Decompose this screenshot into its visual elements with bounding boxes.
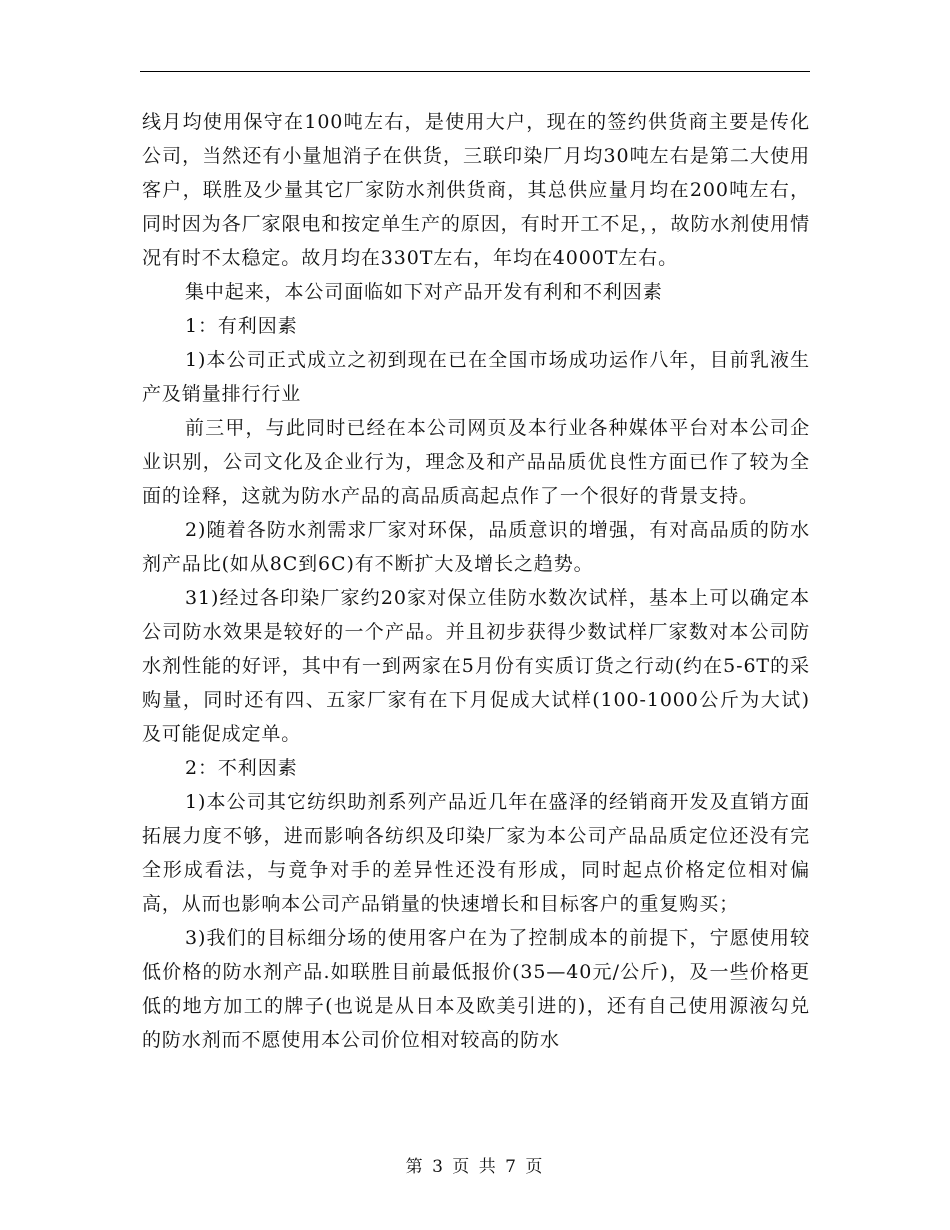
paragraph: 1)本公司正式成立之初到现在已在全国市场成功运作八年，目前乳液生产及销量排行行业 xyxy=(142,349,810,405)
page-number-footer: 第 3 页 共 7 页 xyxy=(405,1157,545,1177)
document-body xyxy=(142,105,810,1057)
section-heading: 2：不利因素 xyxy=(185,757,298,779)
paragraph: 前三甲，与此同时已经在本公司网页及本行业各种媒体平台对本公司企业识别，公司文化及企业行为，理念及和产品品质优良性方面已作了较为全面的诠释，这就为防水产品的高品质高起点作了一个很好的背景支持。 xyxy=(142,417,810,507)
header-rule xyxy=(140,71,810,72)
paragraph: 2)随着各防水剂需求厂家对环保，品质意识的增强，有对高品质的防水剂产品比(如从8C到6C)有不断扩大及增长之趋势。 xyxy=(142,519,810,575)
paragraph: 线月均使用保守在100吨左右，是使用大户，现在的签约供货商主要是传化公司，当然还有小量旭消子在供货，三联印染厂月均30吨左右是第二大使用客户，联胜及少量其它厂家防水剂供货商，其总供应量月均在200吨左右，同时因为各厂家限电和按定单生产的原因，有时开工不足，，故防水剂使用情况有时不太稳定。故月均在330T左右，年均在4000T左右。 xyxy=(142,111,810,269)
section-heading: 1：有利因素 xyxy=(185,315,298,337)
paragraph: 1)本公司其它纺织助剂系列产品近几年在盛泽的经销商开发及直销方面拓展力度不够，进而影响各纺织及印染厂家为本公司产品品质定位还没有完全形成看法，与竟争对手的差异性还没有形成，同时起点价格定位相对偏高，从而也影响本公司产品销量的快速增长和目标客户的重复购买； xyxy=(142,791,810,915)
paragraph: 集中起来，本公司面临如下对产品开发有利和不利因素 xyxy=(185,281,663,303)
paragraph: 3)我们的目标细分场的使用客户在为了控制成本的前提下，宁愿使用较低价格的防水剂产品.如联胜目前最低报价(35—40元/公斤)，及一些价格更低的地方加工的牌子(也说是从日本及欧美引进的)，还有自己使用源液勾兑的防水剂而不愿使用本公司价位相对较高的防水 xyxy=(142,927,810,1051)
paragraph: 31)经过各印染厂家约20家对保立佳防水数次试样，基本上可以确定本公司防水效果是较好的一个产品。并且初步获得少数试样厂家数对本公司防水剂性能的好评，其中有一到两家在5月份有实质订货之行动(约在5-6T的采购量，同时还有四、五家厂家有在下月促成大试样(100-1000公斤为大试)及可能促成定单。 xyxy=(142,587,810,745)
